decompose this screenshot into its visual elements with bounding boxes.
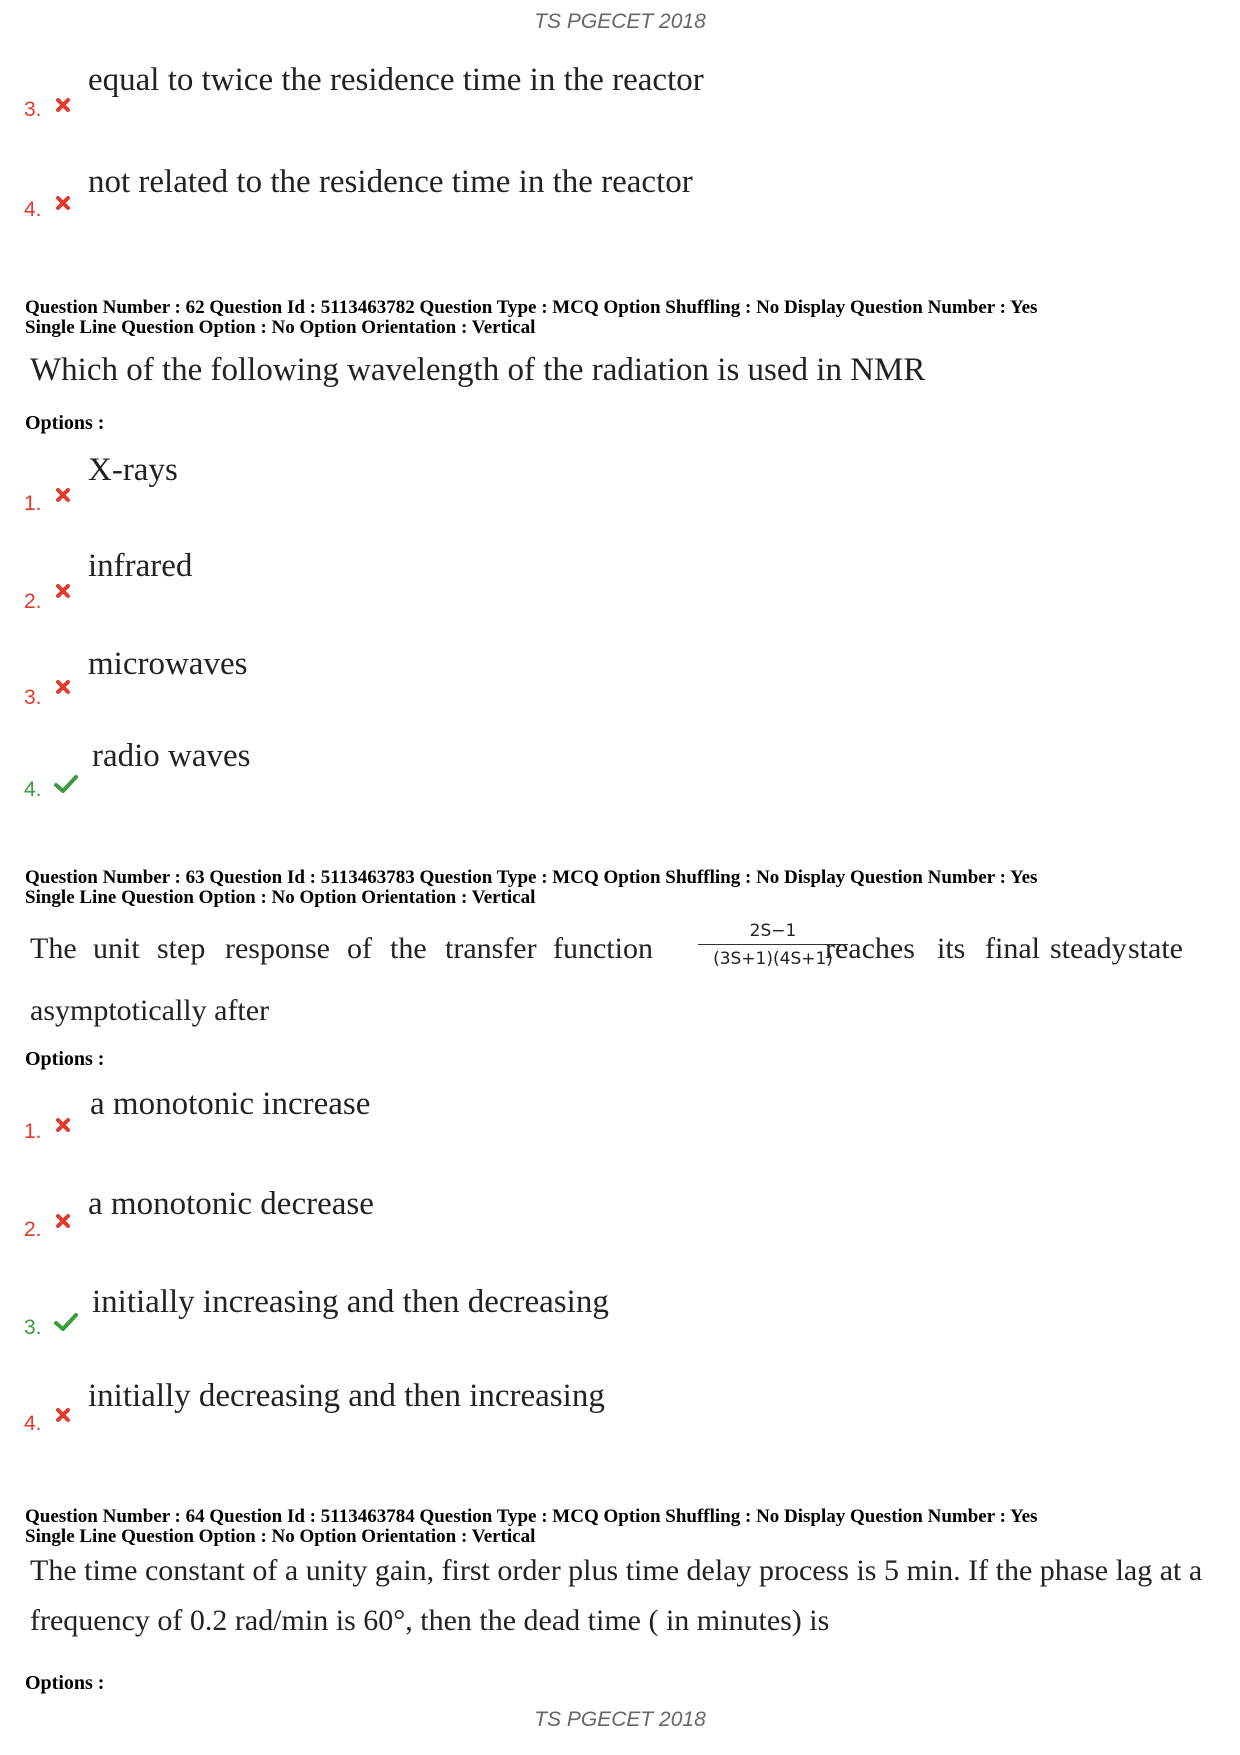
question-meta-line: Question Number : 64 Question Id : 5113463784 Question Type : MCQ Option Shuffling : No Display Question Number : Yes [25, 1506, 1038, 1527]
option-number: 3. [24, 686, 42, 709]
cross-icon [54, 678, 72, 696]
option-number: 2. [24, 590, 42, 613]
question-62-text: Which of the following wavelength of the radiation is used in NMR [30, 352, 926, 388]
question-63-meta [25, 868, 1225, 908]
options-label: Options : [25, 1672, 105, 1694]
question-63-text-line1 [30, 920, 1210, 980]
fraction-numerator: 2S−1 [749, 921, 797, 941]
options-label: Options : [25, 1048, 105, 1070]
page-footer: TS PGECET 2018 [534, 1708, 706, 1731]
option-text: a monotonic decrease [88, 1186, 374, 1222]
option-number: 3. [24, 1316, 42, 1339]
cross-icon [54, 1116, 72, 1134]
question-meta-line: Single Line Question Option : No Option Orientation : Vertical [25, 317, 536, 338]
question-meta-line: Question Number : 62 Question Id : 5113463782 Question Type : MCQ Option Shuffling : No Display Question Number : Yes [25, 297, 1038, 318]
question-word: of [347, 932, 372, 965]
q62-option-2 [0, 548, 1240, 628]
question-word: final [985, 932, 1040, 965]
cross-icon [54, 1212, 72, 1230]
question-meta-line: Single Line Question Option : No Option Orientation : Vertical [25, 887, 536, 908]
question-meta-line: Question Number : 63 Question Id : 5113463783 Question Type : MCQ Option Shuffling : No Display Question Number : Yes [25, 867, 1038, 888]
option-text: radio waves [92, 738, 251, 774]
question-word: the [390, 932, 427, 965]
question-word: steady [1050, 932, 1127, 965]
question-word: state [1128, 932, 1183, 965]
q63-option-3 [0, 1284, 1240, 1364]
question-word: step [157, 932, 206, 965]
cross-icon [54, 96, 72, 114]
option-text: initially increasing and then decreasing [92, 1284, 609, 1320]
cross-icon [54, 582, 72, 600]
fraction-denominator: (3S+1)(4S+1) [713, 949, 833, 969]
option-text: X-rays [88, 452, 178, 488]
option-text: a monotonic increase [90, 1086, 371, 1122]
page-header: TS PGECET 2018 [534, 10, 706, 33]
question-meta-line: Single Line Question Option : No Option Orientation : Vertical [25, 1526, 536, 1547]
q63-option-2 [0, 1186, 1240, 1266]
question-64-text-line1: The time constant of a unity gain, first order plus time delay process is 5 min. If the phase lag at a [30, 1554, 1203, 1587]
question-word: transfer [445, 932, 537, 965]
option-number: 2. [24, 1218, 42, 1241]
q63-option-4 [0, 1378, 1240, 1458]
option-number: 1. [24, 492, 42, 515]
question-63-text-line2: asymptotically after [30, 994, 270, 1027]
question-64-meta [25, 1507, 1225, 1547]
option-number: 4. [24, 778, 42, 801]
option-number: 1. [24, 1120, 42, 1143]
option-text: initially decreasing and then increasing [88, 1378, 605, 1414]
options-label: Options : [25, 412, 105, 434]
q63-option-1 [0, 1086, 1240, 1166]
question-word: its [937, 932, 966, 965]
question-word: response [225, 932, 330, 965]
cross-icon [54, 486, 72, 504]
option-text: infrared [88, 548, 193, 584]
option-text: not related to the residence time in the reactor [88, 164, 693, 200]
option-number: 3. [24, 98, 42, 121]
prev-option-4 [0, 160, 1240, 240]
question-word: unit [93, 932, 140, 965]
question-64-text-line2: frequency of 0.2 rad/min is 60°, then the dead time ( in minutes) is [30, 1604, 830, 1637]
check-icon [54, 774, 78, 794]
question-62-meta [25, 298, 1225, 338]
q62-option-3 [0, 646, 1240, 726]
q62-option-4 [0, 738, 1240, 818]
q62-option-1 [0, 452, 1240, 532]
question-word: function [553, 932, 653, 965]
option-number: 4. [24, 198, 42, 221]
check-icon [54, 1312, 78, 1332]
option-number: 4. [24, 1412, 42, 1435]
question-word: The [30, 932, 77, 965]
prev-option-3 [0, 58, 1240, 138]
question-word: reaches [825, 932, 915, 965]
option-text: microwaves [88, 646, 248, 682]
cross-icon [54, 1406, 72, 1424]
cross-icon [54, 194, 72, 212]
option-text: equal to twice the residence time in the reactor [88, 62, 704, 98]
